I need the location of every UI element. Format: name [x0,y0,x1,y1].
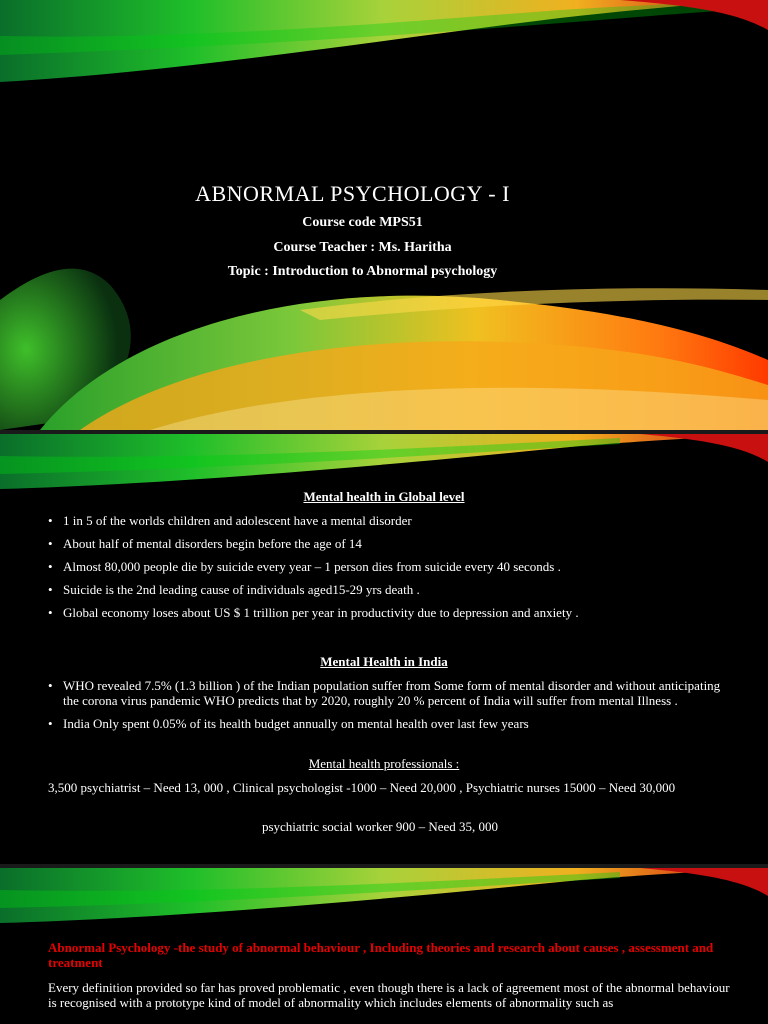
topic-label: Topic : Introduction to Abnormal psychology [227,264,498,279]
list-item: • Suicide is the 2nd leading cause of individuals aged15-29 yrs death . [48,582,728,597]
slide-title [0,0,768,430]
course-code: Course code MPS51 [302,215,423,230]
body-text: Every definition provided so far has proved problematic , even though there is a lack of agreement most of the abnormal behaviour is recognised with a prototype kind of model of abnormality which includes elements of abnormality such as [48,980,730,1010]
list-item: • WHO revealed 7.5% (1.3 billion ) of the Indian population suffer from Some form of mental disorder and without anticipating the corona virus pandemic WHO predicts that by 2020, roughly 20 % percent of India will suffer from mental Illness . [48,678,728,708]
professionals-line-2: psychiatric social worker 900 – Need 35, 000 [261,819,499,834]
list-item: • Almost 80,000 people die by suicide every year – 1 person dies from suicide every 40 seconds . [48,559,728,574]
list-item: • About half of mental disorders begin before the age of 14 [48,536,728,551]
list-item: • 1 in 5 of the worlds children and adolescent have a mental disorder [48,513,728,528]
definition-text: Abnormal Psychology -the study of abnormal behaviour , Including theories and research about causes , assessment and treatment [48,940,714,970]
slide-definition [0,868,768,1024]
professionals-label: Mental health professionals : [308,756,460,771]
course-teacher: Course Teacher : Ms. Haritha [273,240,452,255]
heading-global-level: Mental health in Global level [303,489,465,504]
india-stats-list [48,678,728,739]
global-stats-list [48,513,728,628]
decorative-swoosh-header [0,868,768,938]
slide-mental-health-stats [0,434,768,864]
professionals-line-1: 3,500 psychiatrist – Need 13, 000 , Clinical psychologist -1000 – Need 20,000 , Psychiatric nurses 15000 – Need 30,000 [48,780,676,795]
heading-india: Mental Health in India [320,654,448,669]
list-item: • India Only spent 0.05% of its health budget annually on mental health over last few years [48,716,728,731]
list-item: • Global economy loses about US $ 1 trillion per year in productivity due to depression and anxiety . [48,605,728,620]
presentation-title: ABNORMAL PSYCHOLOGY - I [195,181,510,206]
